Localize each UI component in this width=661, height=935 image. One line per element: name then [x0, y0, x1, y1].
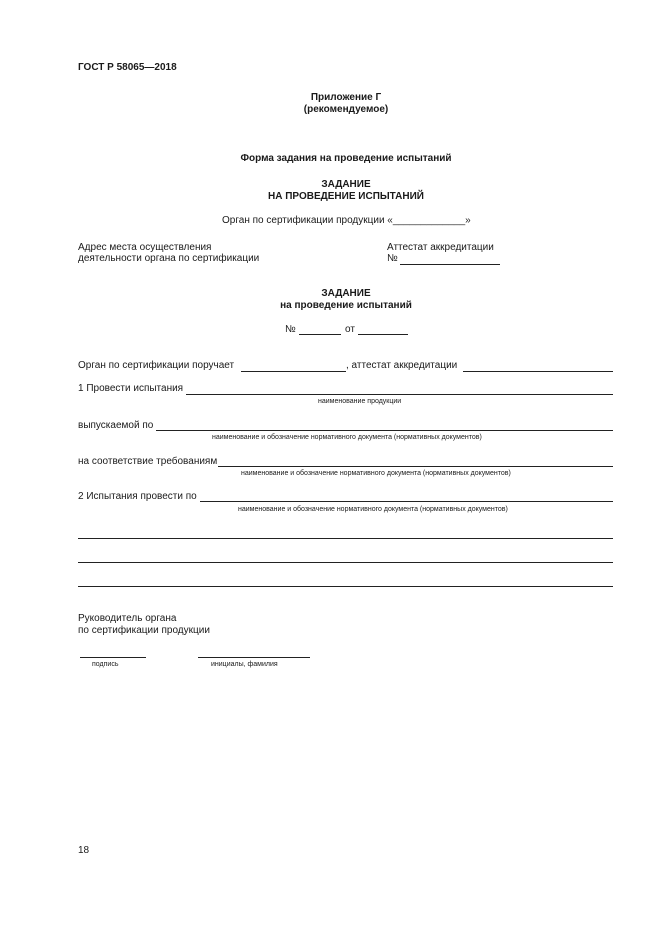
name-caption: инициалы, фамилия — [211, 661, 278, 668]
compliance-label: на соответствие требованиям — [78, 456, 218, 467]
task-title: ЗАДАНИЕ — [321, 288, 371, 299]
compliance-doc-field[interactable] — [218, 466, 613, 467]
lab-name-field[interactable] — [241, 371, 346, 372]
annex-title: Приложение Г — [310, 92, 382, 103]
accreditation-number-prefix: № — [387, 253, 398, 264]
signature-role-line1: Руководитель органа — [78, 613, 177, 624]
task-number-field[interactable] — [299, 334, 341, 335]
produced-caption: наименование и обозначение нормативного документа (нормативных документов) — [212, 434, 482, 441]
blank-line-1[interactable] — [78, 538, 613, 539]
signature-role-line2: по сертификации продукции — [78, 625, 210, 636]
item2-label: 2 Испытания провести по — [78, 491, 197, 502]
blank-line-2[interactable] — [78, 562, 613, 563]
organ-line: Орган по сертификации продукции «_____________» — [222, 215, 471, 226]
task-date-field[interactable] — [358, 334, 408, 335]
item1-label: 1 Провести испытания — [78, 383, 184, 394]
heading-line1: ЗАДАНИЕ — [321, 179, 371, 190]
blank-line-3[interactable] — [78, 586, 613, 587]
item2-caption: наименование и обозначение нормативного документа (нормативных документов) — [238, 506, 508, 513]
instruction-right: , аттестат аккредитации — [346, 360, 458, 371]
accreditation-number-field[interactable] — [400, 264, 500, 265]
compliance-caption: наименование и обозначение нормативного документа (нормативных документов) — [241, 470, 511, 477]
produced-doc-field[interactable] — [156, 430, 613, 431]
task-subtitle: на проведение испытаний — [280, 300, 412, 311]
annex-status: (рекомендуемое) — [303, 104, 389, 115]
page-number: 18 — [78, 845, 90, 856]
address-line1: Адрес места осуществления — [78, 242, 212, 253]
task-date-prefix: от — [345, 324, 355, 335]
heading-line2: НА ПРОВЕДЕНИЕ ИСПЫТАНИЙ — [268, 191, 424, 202]
item1-caption: наименование продукции — [318, 398, 402, 405]
standard-code: ГОСТ Р 58065—2018 — [78, 62, 177, 73]
name-field[interactable] — [198, 657, 310, 658]
lab-accreditation-field[interactable] — [463, 371, 613, 372]
address-line2: деятельности органа по сертификации — [78, 253, 260, 264]
form-title: Форма задания на проведение испытаний — [240, 153, 452, 164]
test-doc-field[interactable] — [200, 501, 613, 502]
signature-caption: подпись — [92, 661, 119, 668]
product-name-field[interactable] — [186, 394, 613, 395]
produced-label: выпускаемой по — [78, 420, 154, 431]
accreditation-label: Аттестат аккредитации — [387, 242, 494, 253]
signature-field[interactable] — [80, 657, 146, 658]
instruction-left: Орган по сертификации поручает — [78, 360, 235, 371]
task-number-prefix: № — [285, 324, 296, 335]
